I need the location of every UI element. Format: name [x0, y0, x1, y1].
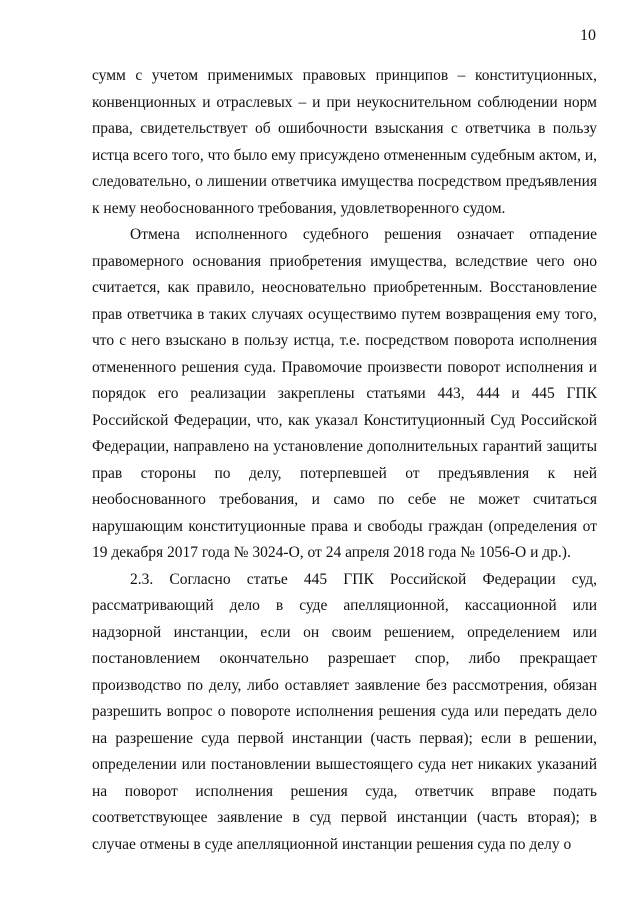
- document-body: [92, 63, 597, 858]
- paragraph-section-2-3: 2.3. Согласно статье 445 ГПК Российской Федерации суд, рассматривающий дело в суде апелляционной, кассационной или надзорной инстанции, если он своим решением, определением или постановлением окончательно разрешает спор, либо прекращает производство по делу, либо оставляет заявление без рассмотрения, обязан разрешить вопрос о повороте исполнения решения суда или передать дело на разрешение суда первой инстанции (часть первая); если в решении, определении или постановлении вышестоящего суда нет никаких указаний на поворот исполнения решения суда, ответчик вправе подать соответствующее заявление в суд первой инстанции (часть вторая); в случае отмены в суде апелляционной инстанции решения суда по делу о: [92, 570, 597, 853]
- paragraph-reversal-of-execution: Отмена исполненного судебного решения означает отпадение правомерного основания приобретения имущества, вследствие чего оно считается, как правило, неосновательно приобретенным. Восстановление прав ответчика в таких случаях осуществимо путем возвращения ему того, что с него взыскано в пользу истца, т.е. посредством поворота исполнения отмененного решения суда. Правомочие произвести поворот исполнения и порядок его реализации закреплены статьями 443, 444 и 445 ГПК Российской Федерации, что, как указал Конституционный Суд Российской Федерации, направлено на установление дополнительных гарантий защиты прав стороны по делу, потерпевшей от предъявления к ней необоснованного требования, и само по себе не может считаться нарушающим конституционные права и свободы граждан (определения от 19 декабря 2017 года № 3024-О, от 24 апреля 2018 года № 1056-О и др.).: [92, 226, 597, 561]
- page-number: 10: [580, 27, 596, 44]
- paragraph-continuation: сумм с учетом применимых правовых принципов – конституционных, конвенционных и отраслевых – и при неукоснительном соблюдении норм права, свидетельствует об ошибочности взыскания с ответчика в пользу истца всего того, что было ему присуждено отмененным судебным актом, и, следовательно, о лишении ответчика имущества посредством предъявления к нему необоснованного требования, удовлетворенного судом.: [92, 67, 597, 217]
